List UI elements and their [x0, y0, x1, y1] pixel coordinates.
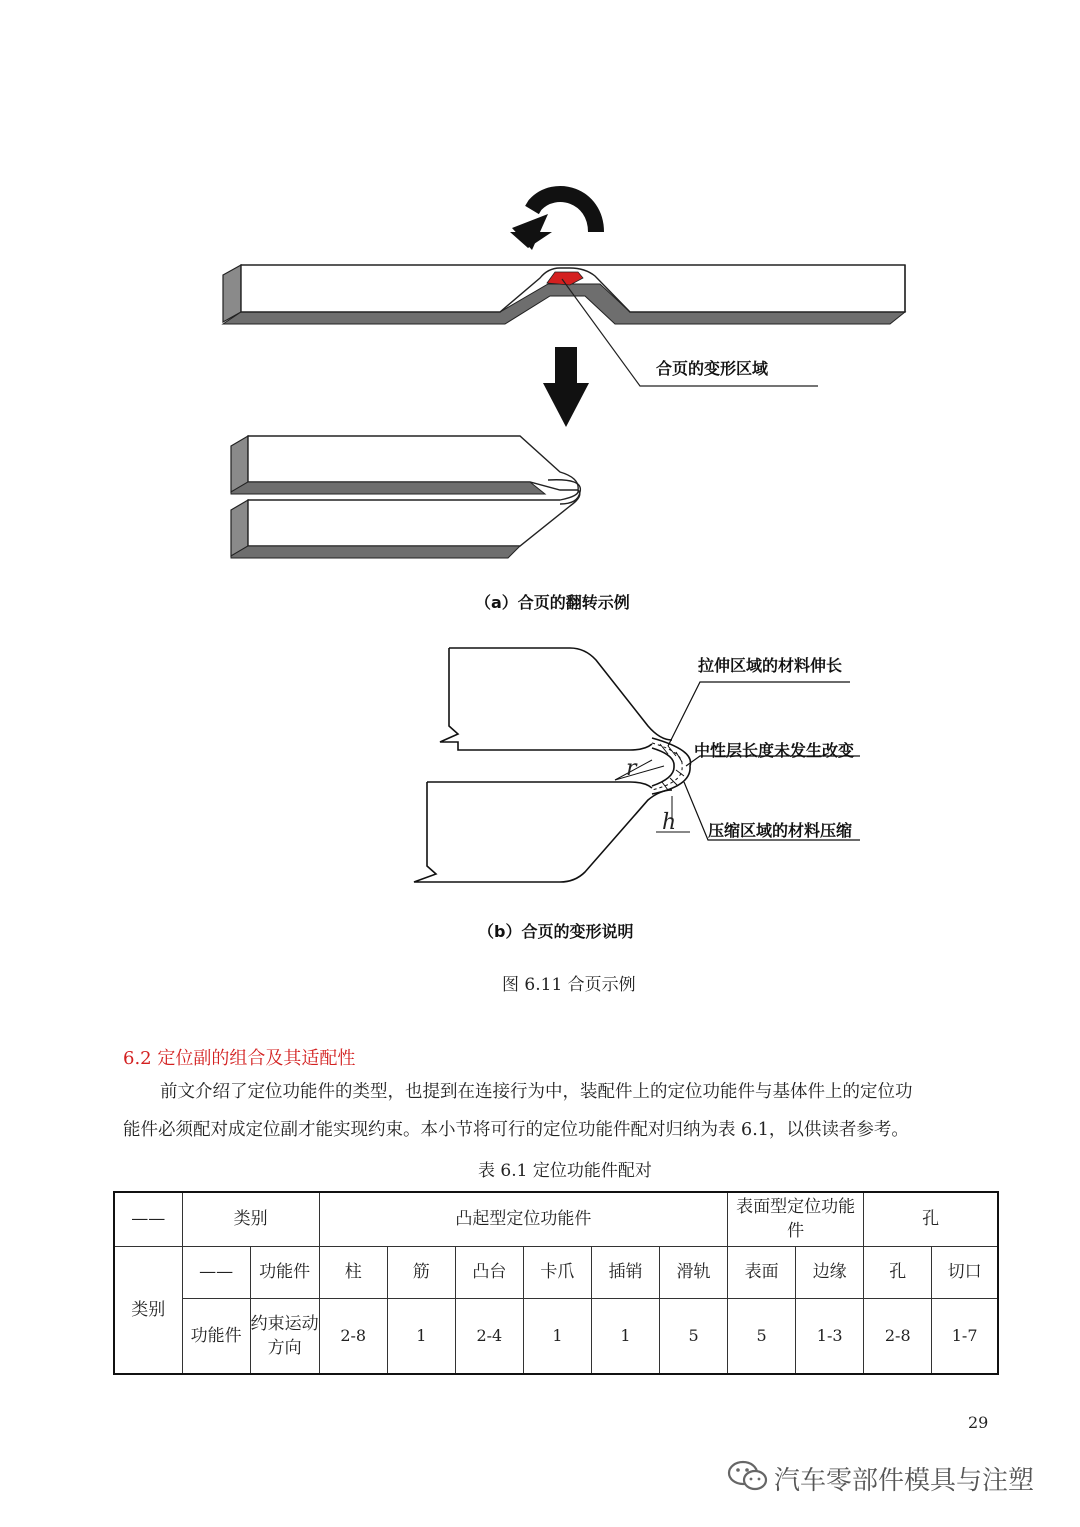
section-title: 6.2 定位副的组合及其适配性 — [123, 1048, 356, 1069]
table-cell: 孔 — [864, 1192, 998, 1246]
table-cell: —— — [114, 1192, 182, 1246]
table-cell: 约束运动方向 — [250, 1298, 319, 1374]
table-cell: 1-7 — [932, 1298, 998, 1374]
table-cell: 类别 — [182, 1192, 319, 1246]
label-r: r — [626, 756, 637, 781]
table-cell: —— — [182, 1246, 250, 1298]
table-cell: 凸起型定位功能件 — [319, 1192, 727, 1246]
pairing-table — [113, 1191, 999, 1375]
table-row — [114, 1246, 998, 1298]
table-cell: 表面 — [728, 1246, 796, 1298]
caption-b: （b）合页的变形说明 — [478, 922, 634, 941]
caption-a: （a）合页的翻转示例 — [475, 593, 630, 612]
table-cell: 类别 — [114, 1246, 182, 1374]
wechat-icon — [726, 1458, 770, 1494]
table-cell: 功能件 — [250, 1246, 319, 1298]
callout-neutral: 中性层长度未发生改变 — [694, 741, 855, 760]
table-cell: 5 — [660, 1298, 728, 1374]
table-cell: 孔 — [864, 1246, 932, 1298]
table-cell: 1 — [591, 1298, 659, 1374]
table-cell: 2-8 — [864, 1298, 932, 1374]
callout-deformation-zone: 合页的变形区域 — [656, 359, 769, 378]
hinge-strip-flat — [223, 265, 905, 324]
table-cell: 表面型定位功能件 — [728, 1192, 864, 1246]
page-number: 29 — [968, 1413, 989, 1432]
table-row — [114, 1298, 998, 1374]
table-cell: 2-4 — [455, 1298, 523, 1374]
table-cell: 筋 — [387, 1246, 455, 1298]
hinge-strip-folded — [231, 436, 580, 558]
watermark-text: 汽车零部件模具与注塑 — [774, 1466, 1035, 1496]
table-row — [114, 1192, 998, 1246]
table-cell: 边缘 — [796, 1246, 864, 1298]
callout-compress: 压缩区域的材料压缩 — [708, 821, 853, 840]
table-cell: 1-3 — [796, 1298, 864, 1374]
table-cell: 切口 — [932, 1246, 998, 1298]
rotate-arrow-icon — [510, 194, 596, 250]
figure-caption: 图 6.11 合页示例 — [502, 975, 636, 995]
paragraph-line: 前文介绍了定位功能件的类型，也提到在连接行为中，装配件上的定位功能件与基体件上的定位功 — [160, 1082, 913, 1102]
table-caption: 表 6.1 定位功能件配对 — [478, 1161, 652, 1181]
table-cell: 插销 — [591, 1246, 659, 1298]
label-h: h — [662, 810, 677, 835]
table-cell: 1 — [387, 1298, 455, 1374]
table-cell: 5 — [728, 1298, 796, 1374]
down-arrow-icon — [543, 347, 589, 427]
paragraph-line: 能件必须配对成定位副才能实现约束。本小节将可行的定位功能件配对归纳为表 6.1，以供读者参考。 — [123, 1120, 909, 1140]
deformation-diagram — [414, 648, 860, 882]
table-cell: 功能件 — [182, 1298, 250, 1374]
table-cell: 滑轨 — [660, 1246, 728, 1298]
table-cell: 2-8 — [319, 1298, 387, 1374]
callout-stretch: 拉伸区域的材料伸长 — [698, 656, 843, 675]
table-cell: 卡爪 — [523, 1246, 591, 1298]
table-cell: 柱 — [319, 1246, 387, 1298]
table-cell: 1 — [523, 1298, 591, 1374]
table-cell: 凸台 — [455, 1246, 523, 1298]
